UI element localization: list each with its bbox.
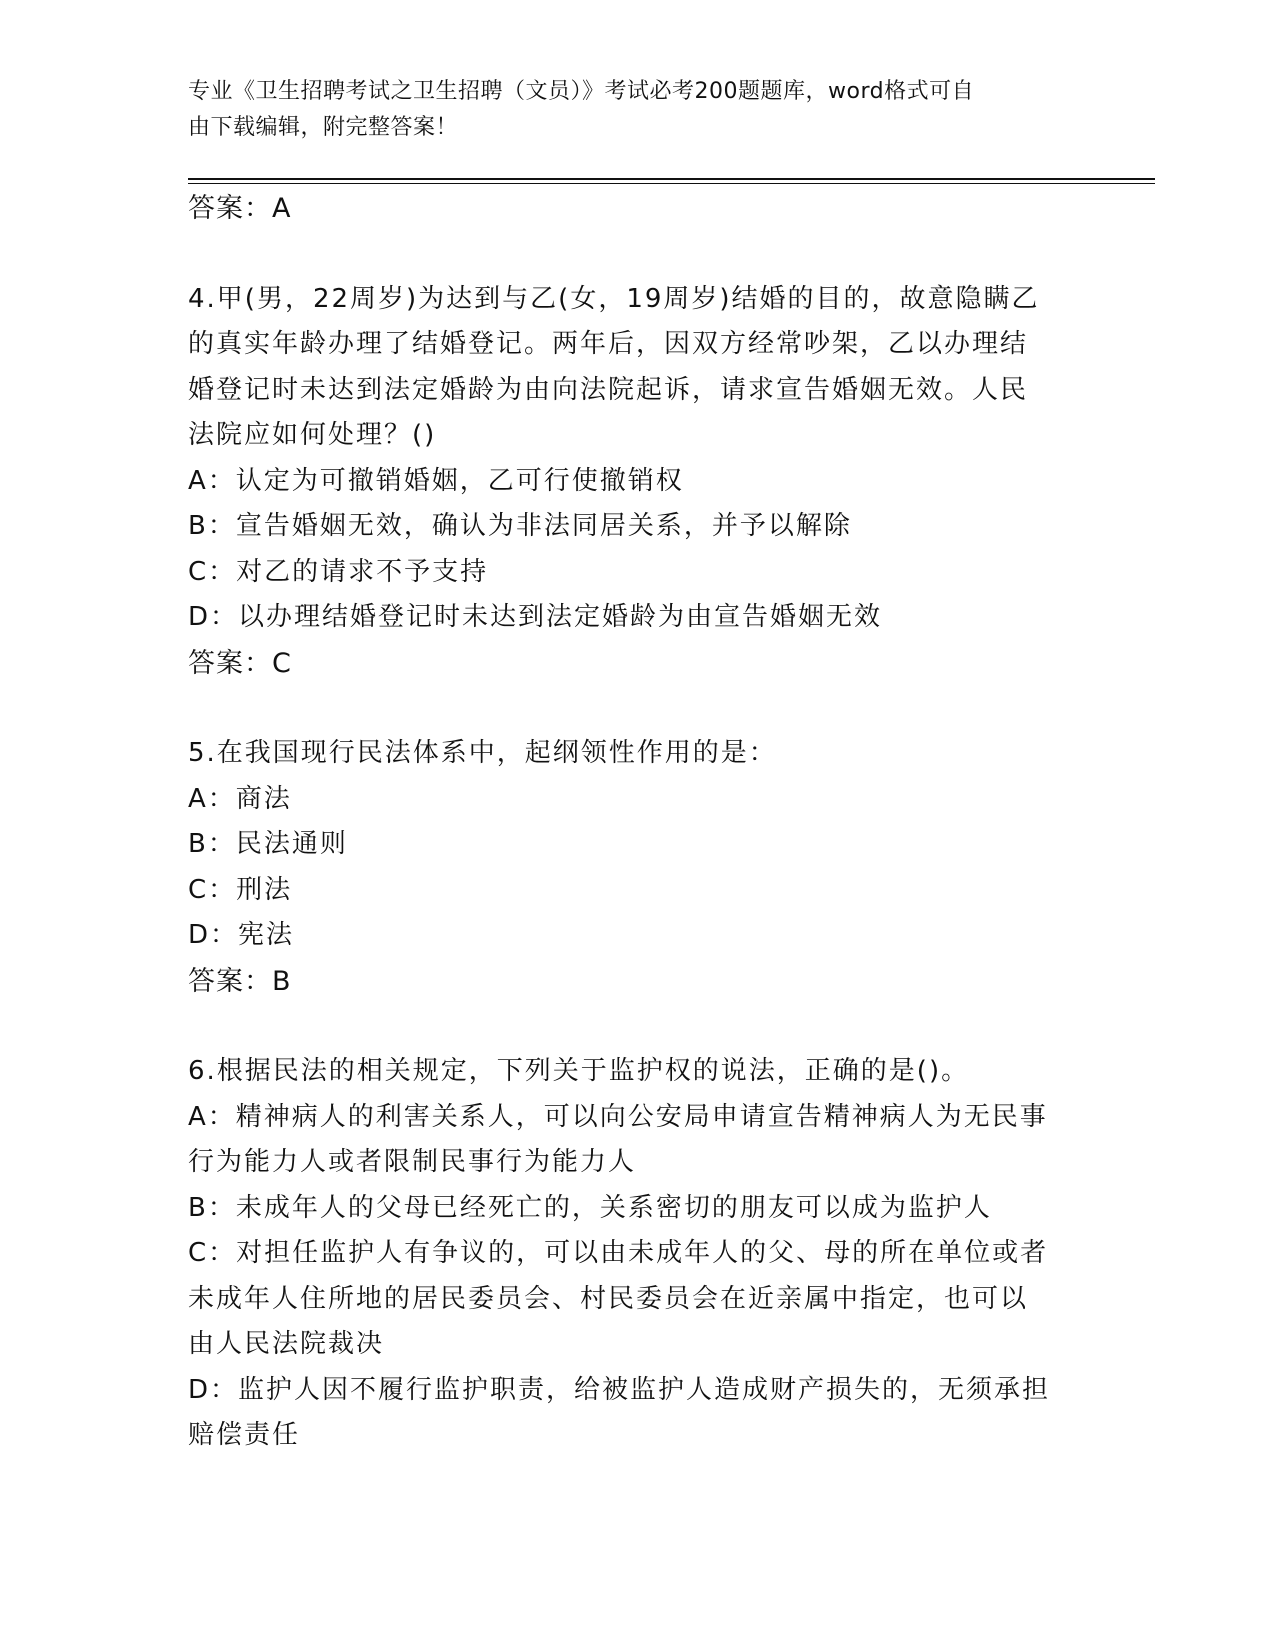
question-5-option-a: A：商法 [188,783,292,814]
question-4-answer: 答案：C [188,647,292,679]
question-5-option-d: D：宪法 [188,920,295,950]
question-6-stem: 6.根据民法的相关规定，下列关于监护权的说法，正确的是()。 [188,1056,970,1086]
question-4-option-b: B：宣告婚姻无效，确认为非法同居关系，并予以解除 [188,511,852,541]
question-list [188,186,1088,1459]
spacer [188,1004,1088,1049]
header-line-2: 由下载编辑，附完整答案！ [188,115,459,140]
question-6-option-a-line-1: A：精神病人的利害关系人，可以向公安局申请宣告精神病人为无民事 [188,1101,1048,1132]
spacer [188,232,1088,277]
previous-answer: 答案：A [188,193,292,224]
question-4-option-a: A：认定为可撤销婚姻，乙可行使撤销权 [188,465,684,496]
question-6 [188,1049,1088,1459]
question-5-answer: 答案：B [188,965,292,997]
header-divider-thick [188,178,1155,180]
question-5-stem: 5.在我国现行民法体系中，起纲领性作用的是： [188,738,777,768]
question-4-stem-line-2: 的真实年龄办理了结婚登记。两年后，因双方经常吵架，乙以办理结 [188,329,1029,359]
question-4-stem-line-1: 4.甲(男，22周岁)为达到与乙(女，19周岁)结婚的目的，故意隐瞒乙 [188,283,1040,314]
question-4-option-d: D：以办理结婚登记时未达到法定婚龄为由宣告婚姻无效 [188,602,883,632]
question-6-option-d-line-1: D：监护人因不履行监护职责，给被监护人造成财产损失的，无须承担 [188,1374,1051,1405]
question-4-option-c: C：对乙的请求不予支持 [188,556,489,587]
header-divider-thin [188,183,1155,184]
question-5 [188,731,1088,1004]
question-6-option-b: B：未成年人的父母已经死亡的，关系密切的朋友可以成为监护人 [188,1192,992,1223]
question-5-option-b: B：民法通则 [188,829,348,859]
question-6-option-c-line-1: C：对担任监护人有争议的，可以由未成年人的父、母的所在单位或者 [188,1238,1049,1268]
spacer [188,686,1088,731]
question-6-option-c-line-3: 由人民法院裁决 [188,1329,385,1359]
document-header [188,74,1078,146]
question-4-stem-line-3: 婚登记时未达到法定婚龄为由向法院起诉，请求宣告婚姻无效。人民 [188,374,1029,405]
header-line-1: 专业《卫生招聘考试之卫生招聘（文员）》考试必考200题题库，word格式可自 [188,79,975,104]
question-4-stem-line-4: 法院应如何处理？() [188,420,437,450]
question-6-option-a-line-2: 行为能力人或者限制民事行为能力人 [188,1147,637,1177]
question-4 [188,277,1088,687]
question-5-option-c: C：刑法 [188,874,293,905]
question-6-option-d-line-2: 赔偿责任 [188,1420,301,1450]
question-6-option-c-line-2: 未成年人住所地的居民委员会、村民委员会在近亲属中指定，也可以 [188,1283,1029,1314]
